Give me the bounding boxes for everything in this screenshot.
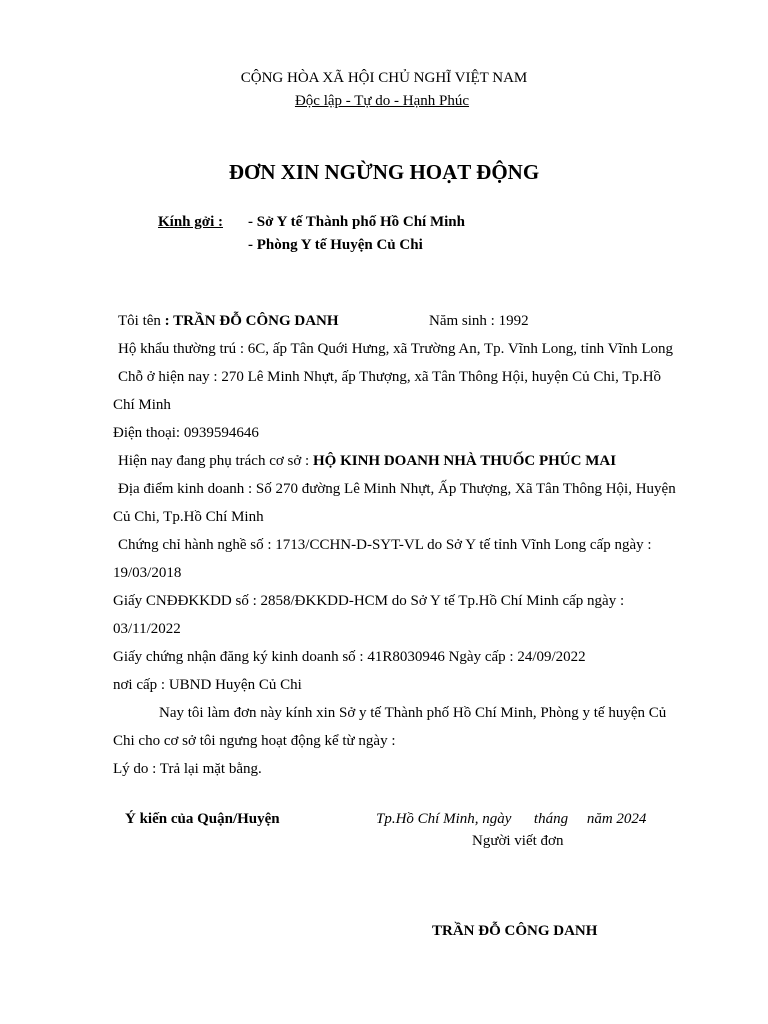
applicant-name-line (118, 312, 339, 330)
recipients-label: Kính gởi : (158, 214, 223, 230)
applicant-name: : TRẦN ĐỖ CÔNG DANH (164, 313, 339, 329)
request-line-2: Chi cho cơ sở tôi ngưng hoạt động kể từ ngày : (113, 733, 396, 749)
facility-line (118, 452, 616, 470)
phone-number: Điện thoại: 0939594646 (113, 425, 259, 441)
current-address-line-1: Chỗ ở hiện nay : 270 Lê Minh Nhựt, ấp Thượng, xã Tân Thông Hội, huyện Củ Chi, Tp.Hồ (118, 369, 662, 385)
applicant-name-prefix: Tôi tên (118, 313, 165, 329)
national-header: CỘNG HÒA XÃ HỘI CHỦ NGHĨ VIỆT NAM (240, 70, 528, 86)
document-title: ĐƠN XIN NGỪNG HOẠT ĐỘNG (228, 160, 540, 184)
request-line-1: Nay tôi làm đơn này kính xin Sở y tế Thành phố Hồ Chí Minh, Phòng y tế huyện Củ (159, 705, 667, 721)
practice-certificate-line-1: Chứng chỉ hành nghề số : 1713/CCHN-D-SYT-VL do Sở Y tế tỉnh Vĩnh Long cấp ngày : (118, 537, 652, 553)
practice-certificate-line-2: 19/03/2018 (113, 565, 182, 581)
birth-year: Năm sinh : 1992 (429, 313, 529, 329)
gpp-certificate-line-2: 03/11/2022 (113, 621, 181, 637)
business-location-line-1: Địa điểm kinh doanh : Số 270 đường Lê Minh Nhựt, Ấp Thượng, Xã Tân Thông Hội, Huyện (118, 481, 676, 497)
business-location-line-2: Củ Chi, Tp.Hồ Chí Minh (113, 509, 264, 525)
recipient-2: - Phòng Y tế Huyện Củ Chi (248, 237, 423, 253)
facility-name: HỘ KINH DOANH NHÀ THUỐC PHÚC MAI (312, 453, 617, 469)
reason: Lý do : Trả lại mặt bằng. (113, 761, 262, 777)
signer-name: TRẦN ĐỖ CÔNG DANH (432, 923, 598, 939)
national-motto-text: Độc lập - Tự do - Hạnh Phúc (294, 93, 470, 109)
current-address-line-2: Chí Minh (113, 397, 171, 413)
writer-label: Người viết đơn (472, 833, 564, 849)
business-registration: Giấy chứng nhận đăng ký kinh doanh số : 41R8030946 Ngày cấp : 24/09/2022 (113, 649, 586, 665)
national-motto (0, 92, 768, 110)
district-opinion-label: Ý kiến của Quận/Huyện (125, 811, 280, 827)
date-line: Tp.Hồ Chí Minh, ngày tháng năm 2024 (376, 811, 647, 827)
gpp-certificate-line-1: Giấy CNĐĐKKDD số : 2858/ĐKKDD-HCM do Sở Y tế Tp.Hồ Chí Minh cấp ngày : (113, 593, 625, 609)
permanent-address: Hộ khẩu thường trú : 6C, ấp Tân Quới Hưng, xã Trường An, Tp. Vĩnh Long, tỉnh Vĩnh Long (118, 341, 673, 357)
facility-prefix: Hiện nay đang phụ trách cơ sở : (118, 453, 313, 469)
registration-issuer: nơi cấp : UBND Huyện Củ Chi (113, 677, 302, 693)
recipient-1: - Sở Y tế Thành phố Hồ Chí Minh (248, 214, 465, 230)
